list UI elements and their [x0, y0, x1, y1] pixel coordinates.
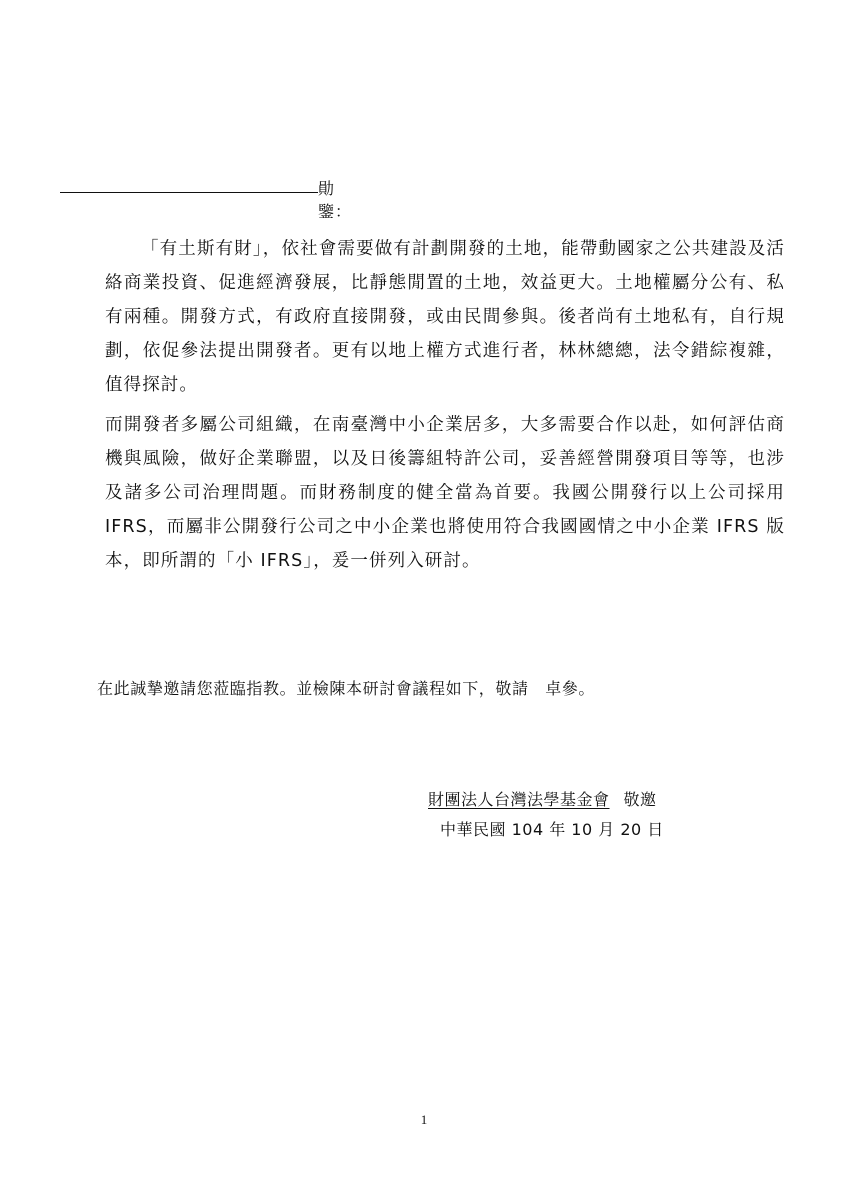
letter-date: 中華民國 104 年 10 月 20 日	[440, 820, 664, 839]
salutation-label: 勛鑒：	[318, 179, 353, 221]
recipient-blank-line	[60, 192, 318, 193]
invitation-text: 在此誠摯邀請您蒞臨指教。並檢陳本研討會議程如下，敬請 卓參。	[97, 679, 596, 698]
signature-organization: 財團法人台灣法學基金會	[428, 790, 610, 809]
paragraph-land-development: 「有土斯有財」，依社會需要做有計劃開發的土地，能帶動國家之公共建設及活絡商業投資、促進經濟發展，比靜態閒置的土地，效益更大。土地權屬分公有、私有兩種。開發方式，有政府直接開發，或由民間參與。後者尚有土地私有，自行規劃，依促參法提出開發者。更有以地上權方式進行者，林林總總，法令錯綜複雜，值得探討。	[105, 239, 785, 395]
signature-verb: 敬邀	[623, 790, 657, 809]
paragraph-corporate-governance: 而開發者多屬公司組織，在南臺灣中小企業居多，大多需要合作以赴，如何評估商機與風險，做好企業聯盟，以及日後籌組特許公司，妥善經營開發項目等等，也涉及諸多公司治理問題。而財務制度的健全當為首要。我國公開發行以上公司採用IFRS，而屬非公開發行公司之中小企業也將使用符合我國國情之中小企業 IFRS 版本，即所謂的「小 IFRS」，爰一併列入研討。	[105, 415, 785, 571]
page-number: 1	[420, 1112, 428, 1127]
salutation	[60, 176, 368, 221]
signature	[428, 787, 657, 810]
